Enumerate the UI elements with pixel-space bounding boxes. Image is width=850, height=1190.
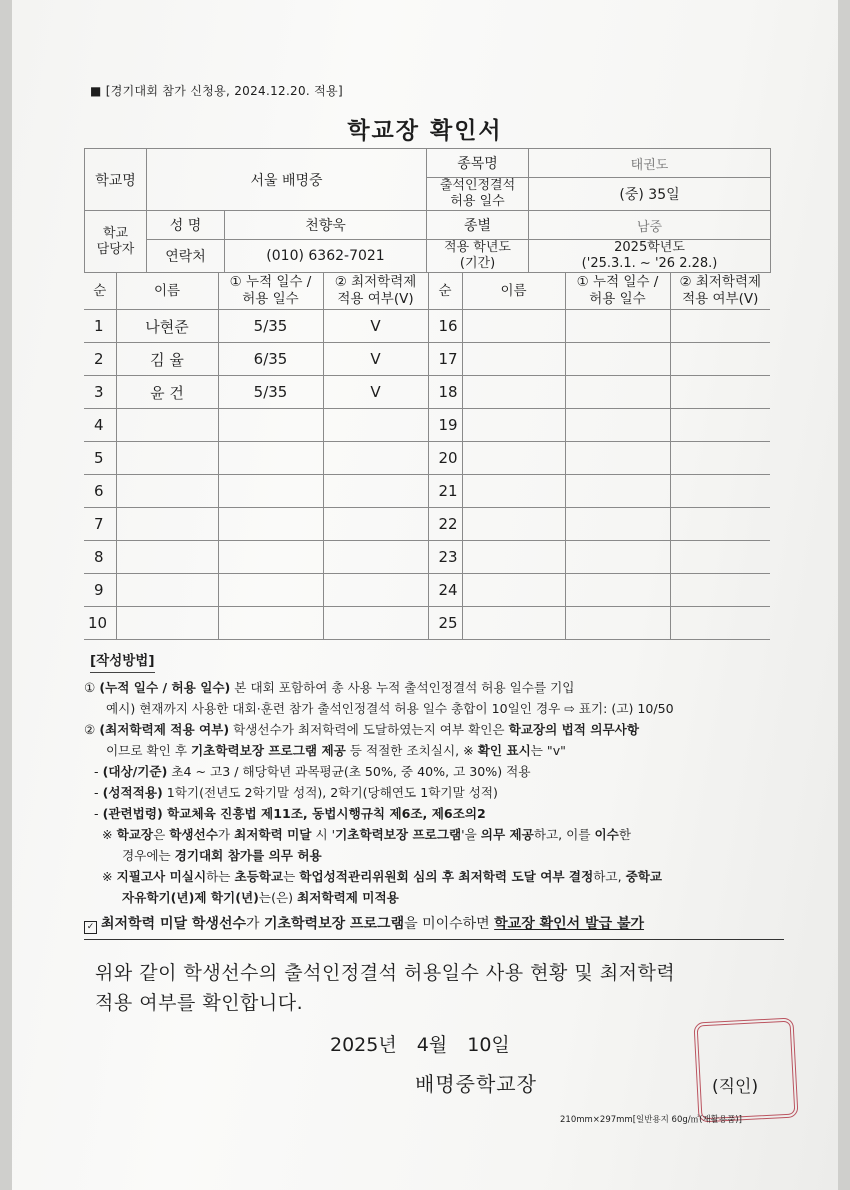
category-label: 종별 — [427, 211, 529, 240]
row-check: V — [323, 343, 428, 376]
row-name — [116, 607, 218, 640]
row-name-2 — [462, 508, 565, 541]
row-no: 10 — [84, 607, 116, 640]
row-name: 김 율 — [116, 343, 218, 376]
row-check — [323, 508, 428, 541]
row-no-2: 18 — [428, 376, 462, 409]
instruction-line: - (성적적용) 1학기(전년도 2학기말 성적), 2학기(당해연도 1학기말 성적) — [94, 785, 498, 800]
table-row — [84, 409, 770, 442]
header-no: 순 — [84, 273, 116, 310]
row-days-2 — [565, 310, 670, 343]
row-name-2 — [462, 574, 565, 607]
row-days — [218, 475, 323, 508]
row-check — [323, 541, 428, 574]
sport-value: 태권도 — [529, 149, 771, 178]
row-days: 6/35 — [218, 343, 323, 376]
row-no: 2 — [84, 343, 116, 376]
row-check — [323, 574, 428, 607]
table-row — [84, 376, 770, 409]
row-name — [116, 442, 218, 475]
row-no-2: 16 — [428, 310, 462, 343]
row-check-2 — [670, 475, 770, 508]
instructions-header: [작성방법] — [90, 651, 155, 673]
row-days-2 — [565, 541, 670, 574]
row-no: 8 — [84, 541, 116, 574]
row-check: V — [323, 310, 428, 343]
table-row — [84, 310, 770, 343]
manager-contact-value: (010) 6362-7021 — [225, 240, 427, 273]
row-name-2 — [462, 409, 565, 442]
row-days-2 — [565, 475, 670, 508]
principal-name: 배명중학교장 — [415, 1072, 537, 1096]
instruction-line: - (관련법령) 학교체육 진흥법 제11조, 동법시행규칙 제6조, 제6조의2 — [94, 806, 486, 821]
row-name — [116, 574, 218, 607]
row-name-2 — [462, 376, 565, 409]
row-no-2: 22 — [428, 508, 462, 541]
row-name-2 — [462, 343, 565, 376]
row-no-2: 24 — [428, 574, 462, 607]
row-check-2 — [670, 541, 770, 574]
school-info-table — [84, 148, 771, 273]
manager-label: 학교 담당자 — [85, 211, 147, 273]
row-no: 3 — [84, 376, 116, 409]
sport-label: 종목명 — [427, 149, 529, 178]
instruction-line: ※ 지필고사 미실시하는 초등학교는 학업성적관리위원회 심의 후 최저학력 도달 여부 결정하고, 중학교 — [102, 869, 663, 884]
row-days-2 — [565, 508, 670, 541]
row-no-2: 17 — [428, 343, 462, 376]
school-name-value: 서울 배명중 — [147, 149, 427, 211]
category-value: 남중 — [529, 211, 771, 240]
manager-name-label: 성 명 — [147, 211, 225, 240]
row-no-2: 20 — [428, 442, 462, 475]
school-year-value: 2025학년도 ('25.3.1. ~ '26 2.28.) — [529, 240, 771, 273]
row-name — [116, 541, 218, 574]
row-check — [323, 475, 428, 508]
row-name — [116, 475, 218, 508]
instruction-line: ※ 학교장은 학생선수가 최저학력 미달 시 '기초학력보장 프로그램'을 의무 제공하고, 이를 이수한 — [102, 827, 632, 842]
row-days-2 — [565, 607, 670, 640]
row-check-2 — [670, 442, 770, 475]
instruction-line: 예시) 현재까지 사용한 대회·훈련 참가 출석인정결석 허용 일수 총합이 10일인 경우 ⇨ 표기: (고) 10/50 — [106, 701, 674, 716]
row-no-2: 25 — [428, 607, 462, 640]
header-check-2: ② 최저학력제 적용 여부(V) — [670, 273, 770, 310]
row-check — [323, 442, 428, 475]
row-no: 7 — [84, 508, 116, 541]
row-check-2 — [670, 409, 770, 442]
table-row — [84, 541, 770, 574]
header-days: ① 누적 일수 / 허용 일수 — [218, 273, 323, 310]
table-row — [84, 475, 770, 508]
seal-label: (직인) — [712, 1077, 759, 1097]
header-no-2: 순 — [428, 273, 462, 310]
row-no: 1 — [84, 310, 116, 343]
instruction-line: ② (최저학력제 적용 여부) 학생선수가 최저학력에 도달하였는지 여부 확인은 학교장의 법적 의무사항 — [84, 722, 640, 737]
row-check-2 — [670, 376, 770, 409]
row-days-2 — [565, 442, 670, 475]
row-check-2 — [670, 310, 770, 343]
instruction-line: ① (누적 일수 / 허용 일수) 본 대회 포함하여 총 사용 누적 출석인정결석 허용 일수를 기입 — [84, 680, 575, 695]
allowed-days-label: 출석인정결석 허용 일수 — [427, 178, 529, 211]
table-row — [84, 442, 770, 475]
row-name — [116, 409, 218, 442]
row-days: 5/35 — [218, 310, 323, 343]
row-no: 9 — [84, 574, 116, 607]
issue-date: 2025년 4월 10일 — [330, 1034, 510, 1056]
table-row — [84, 607, 770, 640]
row-days-2 — [565, 409, 670, 442]
header-name-2: 이름 — [462, 273, 565, 310]
instruction-line: - (대상/기준) 초4 ~ 고3 / 해당학년 과목평균(초 50%, 중 40%, 고 30%) 적용 — [94, 764, 531, 779]
instruction-line: 경우에는 경기대회 참가를 의무 허용 — [122, 848, 322, 863]
row-check — [323, 607, 428, 640]
row-name: 윤 건 — [116, 376, 218, 409]
row-days-2 — [565, 376, 670, 409]
row-no: 6 — [84, 475, 116, 508]
row-name-2 — [462, 607, 565, 640]
row-name-2 — [462, 442, 565, 475]
row-no-2: 21 — [428, 475, 462, 508]
official-seal-icon — [693, 1017, 798, 1122]
header-check: ② 최저학력제 적용 여부(V) — [323, 273, 428, 310]
row-days — [218, 508, 323, 541]
row-check-2 — [670, 607, 770, 640]
instruction-line: 자유학기(년)제 학기(년)는(은) 최저학력제 미적용 — [122, 890, 399, 905]
row-name: 나현준 — [116, 310, 218, 343]
checkbox-mark-icon: ✓ — [84, 921, 97, 934]
row-days — [218, 607, 323, 640]
header-name: 이름 — [116, 273, 218, 310]
row-check-2 — [670, 343, 770, 376]
row-check — [323, 409, 428, 442]
allowed-days-value: (중) 35일 — [529, 178, 771, 211]
row-days — [218, 541, 323, 574]
row-name-2 — [462, 310, 565, 343]
row-days-2 — [565, 574, 670, 607]
row-days — [218, 409, 323, 442]
writing-instructions — [84, 650, 784, 940]
table-row — [84, 343, 770, 376]
row-no: 4 — [84, 409, 116, 442]
row-check: V — [323, 376, 428, 409]
paper-spec: 210mm×297mm[일반용지 60g/㎡(재활용품)] — [560, 1115, 742, 1125]
row-check-2 — [670, 574, 770, 607]
school-year-label: 적용 학년도 (기간) — [427, 240, 529, 273]
issuance-warning: ✓ 최저학력 미달 학생선수가 기초학력보장 프로그램을 미이수하면 학교장 확인서 발급 불가 — [84, 914, 784, 940]
manager-name-value: 천향욱 — [225, 211, 427, 240]
document-title: 학교장 확인서 — [347, 118, 503, 144]
row-name-2 — [462, 475, 565, 508]
school-name-label: 학교명 — [85, 149, 147, 211]
table-row — [84, 508, 770, 541]
header-days-2: ① 누적 일수 / 허용 일수 — [565, 273, 670, 310]
manager-contact-label: 연락처 — [147, 240, 225, 273]
form-notice: ■ [경기대회 참가 신청용, 2024.12.20. 적용] — [90, 84, 343, 98]
row-name-2 — [462, 541, 565, 574]
row-no-2: 23 — [428, 541, 462, 574]
row-days: 5/35 — [218, 376, 323, 409]
table-row — [84, 574, 770, 607]
row-no-2: 19 — [428, 409, 462, 442]
confirmation-statement: 위와 같이 학생선수의 출석인정결석 허용일수 사용 현황 및 최저학력 적용 여부를 확인합니다. — [95, 962, 676, 1014]
row-days-2 — [565, 343, 670, 376]
row-days — [218, 574, 323, 607]
row-check-2 — [670, 508, 770, 541]
instruction-line: 이므로 확인 후 기초학력보장 프로그램 제공 등 적절한 조치실시, ※ 확인 표시는 "v" — [106, 743, 566, 758]
row-no: 5 — [84, 442, 116, 475]
row-days — [218, 442, 323, 475]
student-list-table — [84, 272, 770, 640]
row-name — [116, 508, 218, 541]
